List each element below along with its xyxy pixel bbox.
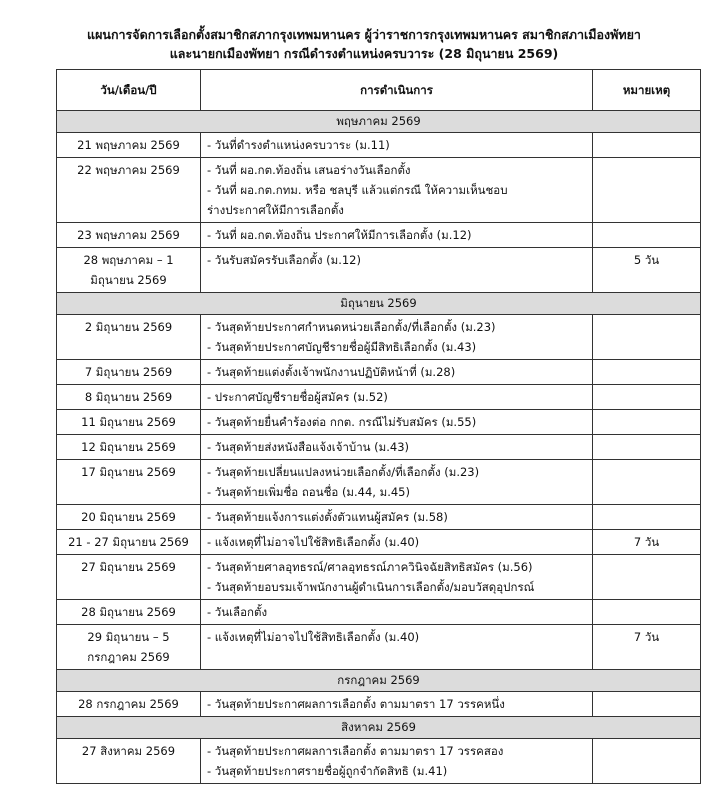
action-text: - วันสุดท้ายส่งหนังสือแจ้งเจ้าบ้าน (ม.43) [207,440,410,454]
date-text: 12 มิถุนายน 2569 [81,440,176,454]
date-cell [57,385,201,410]
date-cell [57,248,201,293]
action-cell [201,505,593,530]
action-text: - วันที่ ผอ.กต.ท้องถิ่น ประกาศให้มีการเลือกตั้ง (ม.12) [207,228,472,242]
table-row [57,223,701,248]
month-header-row [57,717,701,739]
action-text: - วันสุดท้ายประกาศกำหนดหน่วยเลือกตั้ง/ที่เลือกตั้ง (ม.23) [207,320,496,334]
document-title-line-2: และนายกเมืองพัทยา กรณีดำรงตำแหน่งครบวาระ (28 มิถุนายน 2569) [169,46,559,61]
action-cell [201,739,593,784]
action-cell [201,625,593,670]
document-title-line-1: แผนการจัดการเลือกตั้งสมาชิกสภากรุงเทพมหานคร ผู้ว่าราชการกรุงเทพมหานคร สมาชิกสภาเมืองพัทยา [87,27,641,42]
date-text: 11 มิถุนายน 2569 [81,415,176,429]
date-cell [57,435,201,460]
date-column-header: วัน/เดือน/ปี [57,70,201,111]
action-cell [201,385,593,410]
table-row [57,360,701,385]
date-cell [57,410,201,435]
note-cell [593,555,701,600]
action-text: - วันสุดท้ายประกาศบัญชีรายชื่อผู้มีสิทธิเลือกตั้ง (ม.43) [207,340,477,354]
month-label: พฤษภาคม 2569 [57,111,701,133]
table-row [57,435,701,460]
action-text: - วันสุดท้ายเพิ่มชื่อ ถอนชื่อ (ม.44, ม.45) [207,485,410,499]
date-text: 20 มิถุนายน 2569 [81,510,176,524]
date-cell [57,158,201,223]
action-cell [201,223,593,248]
action-cell [201,158,593,223]
note-cell [593,385,701,410]
note-cell [593,600,701,625]
note-cell [593,315,701,360]
action-text: - วันรับสมัครรับเลือกตั้ง (ม.12) [207,253,361,267]
note-cell [593,692,701,717]
note-cell [593,133,701,158]
action-column-header: การดำเนินการ [201,70,593,111]
action-text: - แจ้งเหตุที่ไม่อาจไปใช้สิทธิเลือกตั้ง (ม.40) [207,535,420,549]
action-text: ร่างประกาศให้มีการเลือกตั้ง [207,203,344,217]
action-cell [201,555,593,600]
table-row [57,739,701,784]
table-row [57,505,701,530]
date-text: 29 มิถุนายน – 5 [87,630,170,644]
table-row [57,248,701,293]
action-text: - วันสุดท้ายศาลอุทธรณ์/ศาลอุทธรณ์ภาควินิจฉัยสิทธิสมัคร (ม.56) [207,560,533,574]
table-row [57,555,701,600]
table-row [57,600,701,625]
month-label: กรกฎาคม 2569 [57,670,701,692]
date-text: 21 พฤษภาคม 2569 [77,138,180,152]
note-cell [593,158,701,223]
action-text: - วันที่ ผอ.กต.ท้องถิ่น เสนอร่างวันเลือกตั้ง [207,163,411,177]
action-text: - วันสุดท้ายอบรมเจ้าพนักงานผู้ดำเนินการเลือกตั้ง/มอบวัสดุอุปกรณ์ [207,580,535,594]
note-cell [593,410,701,435]
note-cell: 7 วัน [593,530,701,555]
action-text: - วันเลือกตั้ง [207,605,268,619]
month-header-row [57,670,701,692]
date-text: 17 มิถุนายน 2569 [81,465,176,479]
date-cell [57,555,201,600]
note-cell: 7 วัน [593,625,701,670]
note-column-header: หมายเหตุ [593,70,701,111]
date-cell [57,530,201,555]
date-text: 27 สิงหาคม 2569 [81,744,176,758]
date-text: 7 มิถุนายน 2569 [84,365,173,379]
action-cell [201,133,593,158]
table-row [57,385,701,410]
date-cell [57,460,201,505]
date-text: 28 มิถุนายน 2569 [81,605,176,619]
action-text: - วันสุดท้ายเปลี่ยนแปลงหน่วยเลือกตั้ง/ที่เลือกตั้ง (ม.23) [207,465,480,479]
table-row [57,315,701,360]
table-row [57,133,701,158]
action-text: - วันสุดท้ายยื่นคำร้องต่อ กกต. กรณีไม่รับสมัคร (ม.55) [207,415,477,429]
table-row [57,692,701,717]
month-label: มิถุนายน 2569 [57,293,701,315]
note-cell [593,435,701,460]
action-text: - วันที่ ผอ.กต.กทม. หรือ ชลบุรี แล้วแต่กรณี ให้ความเห็นชอบ [207,183,508,197]
date-cell [57,133,201,158]
action-cell [201,435,593,460]
date-text: 27 มิถุนายน 2569 [81,560,176,574]
action-cell [201,248,593,293]
note-cell [593,223,701,248]
action-cell [201,360,593,385]
date-cell [57,625,201,670]
note-cell [593,739,701,784]
date-text: 28 พฤษภาคม – 1 [83,253,174,267]
action-text: - วันสุดท้ายประกาศรายชื่อผู้ถูกจำกัดสิทธิ (ม.41) [207,764,448,778]
date-cell [57,739,201,784]
action-text: - ประกาศบัญชีรายชื่อผู้สมัคร (ม.52) [207,390,388,404]
date-cell [57,315,201,360]
date-text: มิถุนายน 2569 [90,273,167,287]
action-text: - แจ้งเหตุที่ไม่อาจไปใช้สิทธิเลือกตั้ง (ม.40) [207,630,420,644]
month-label: สิงหาคม 2569 [57,717,701,739]
date-cell [57,360,201,385]
action-text: - วันสุดท้ายแต่งตั้งเจ้าพนักงานปฏิบัติหน้าที่ (ม.28) [207,365,456,379]
note-cell [593,505,701,530]
date-text: 28 กรกฎาคม 2569 [78,697,179,711]
date-cell [57,505,201,530]
action-text: - วันสุดท้ายแจ้งการแต่งตั้งตัวแทนผู้สมัคร (ม.58) [207,510,448,524]
action-text: - วันสุดท้ายประกาศผลการเลือกตั้ง ตามมาตรา 17 วรรคสอง [207,744,504,758]
action-cell [201,692,593,717]
schedule-body [57,111,701,784]
table-row [57,158,701,223]
note-cell [593,460,701,505]
date-text: 23 พฤษภาคม 2569 [77,228,180,242]
date-text: 8 มิถุนายน 2569 [84,390,173,404]
action-cell [201,600,593,625]
month-header-row [57,111,701,133]
note-cell [593,360,701,385]
month-header-row [57,293,701,315]
date-text: 22 พฤษภาคม 2569 [77,163,180,177]
date-text: 2 มิถุนายน 2569 [84,320,173,334]
action-cell [201,530,593,555]
table-row [57,625,701,670]
election-schedule-table [56,69,701,784]
action-cell [201,315,593,360]
action-cell [201,460,593,505]
date-cell [57,692,201,717]
date-text: กรกฎาคม 2569 [87,650,170,664]
note-cell: 5 วัน [593,248,701,293]
table-header-row [57,70,701,111]
date-cell [57,223,201,248]
date-text: 21 - 27 มิถุนายน 2569 [68,535,189,549]
date-cell [57,600,201,625]
table-row [57,530,701,555]
action-text: - วันสุดท้ายประกาศผลการเลือกตั้ง ตามมาตรา 17 วรรคหนึ่ง [207,697,505,711]
action-text: - วันที่ดำรงตำแหน่งครบวาระ (ม.11) [207,138,390,152]
table-row [57,410,701,435]
table-row [57,460,701,505]
action-cell [201,410,593,435]
